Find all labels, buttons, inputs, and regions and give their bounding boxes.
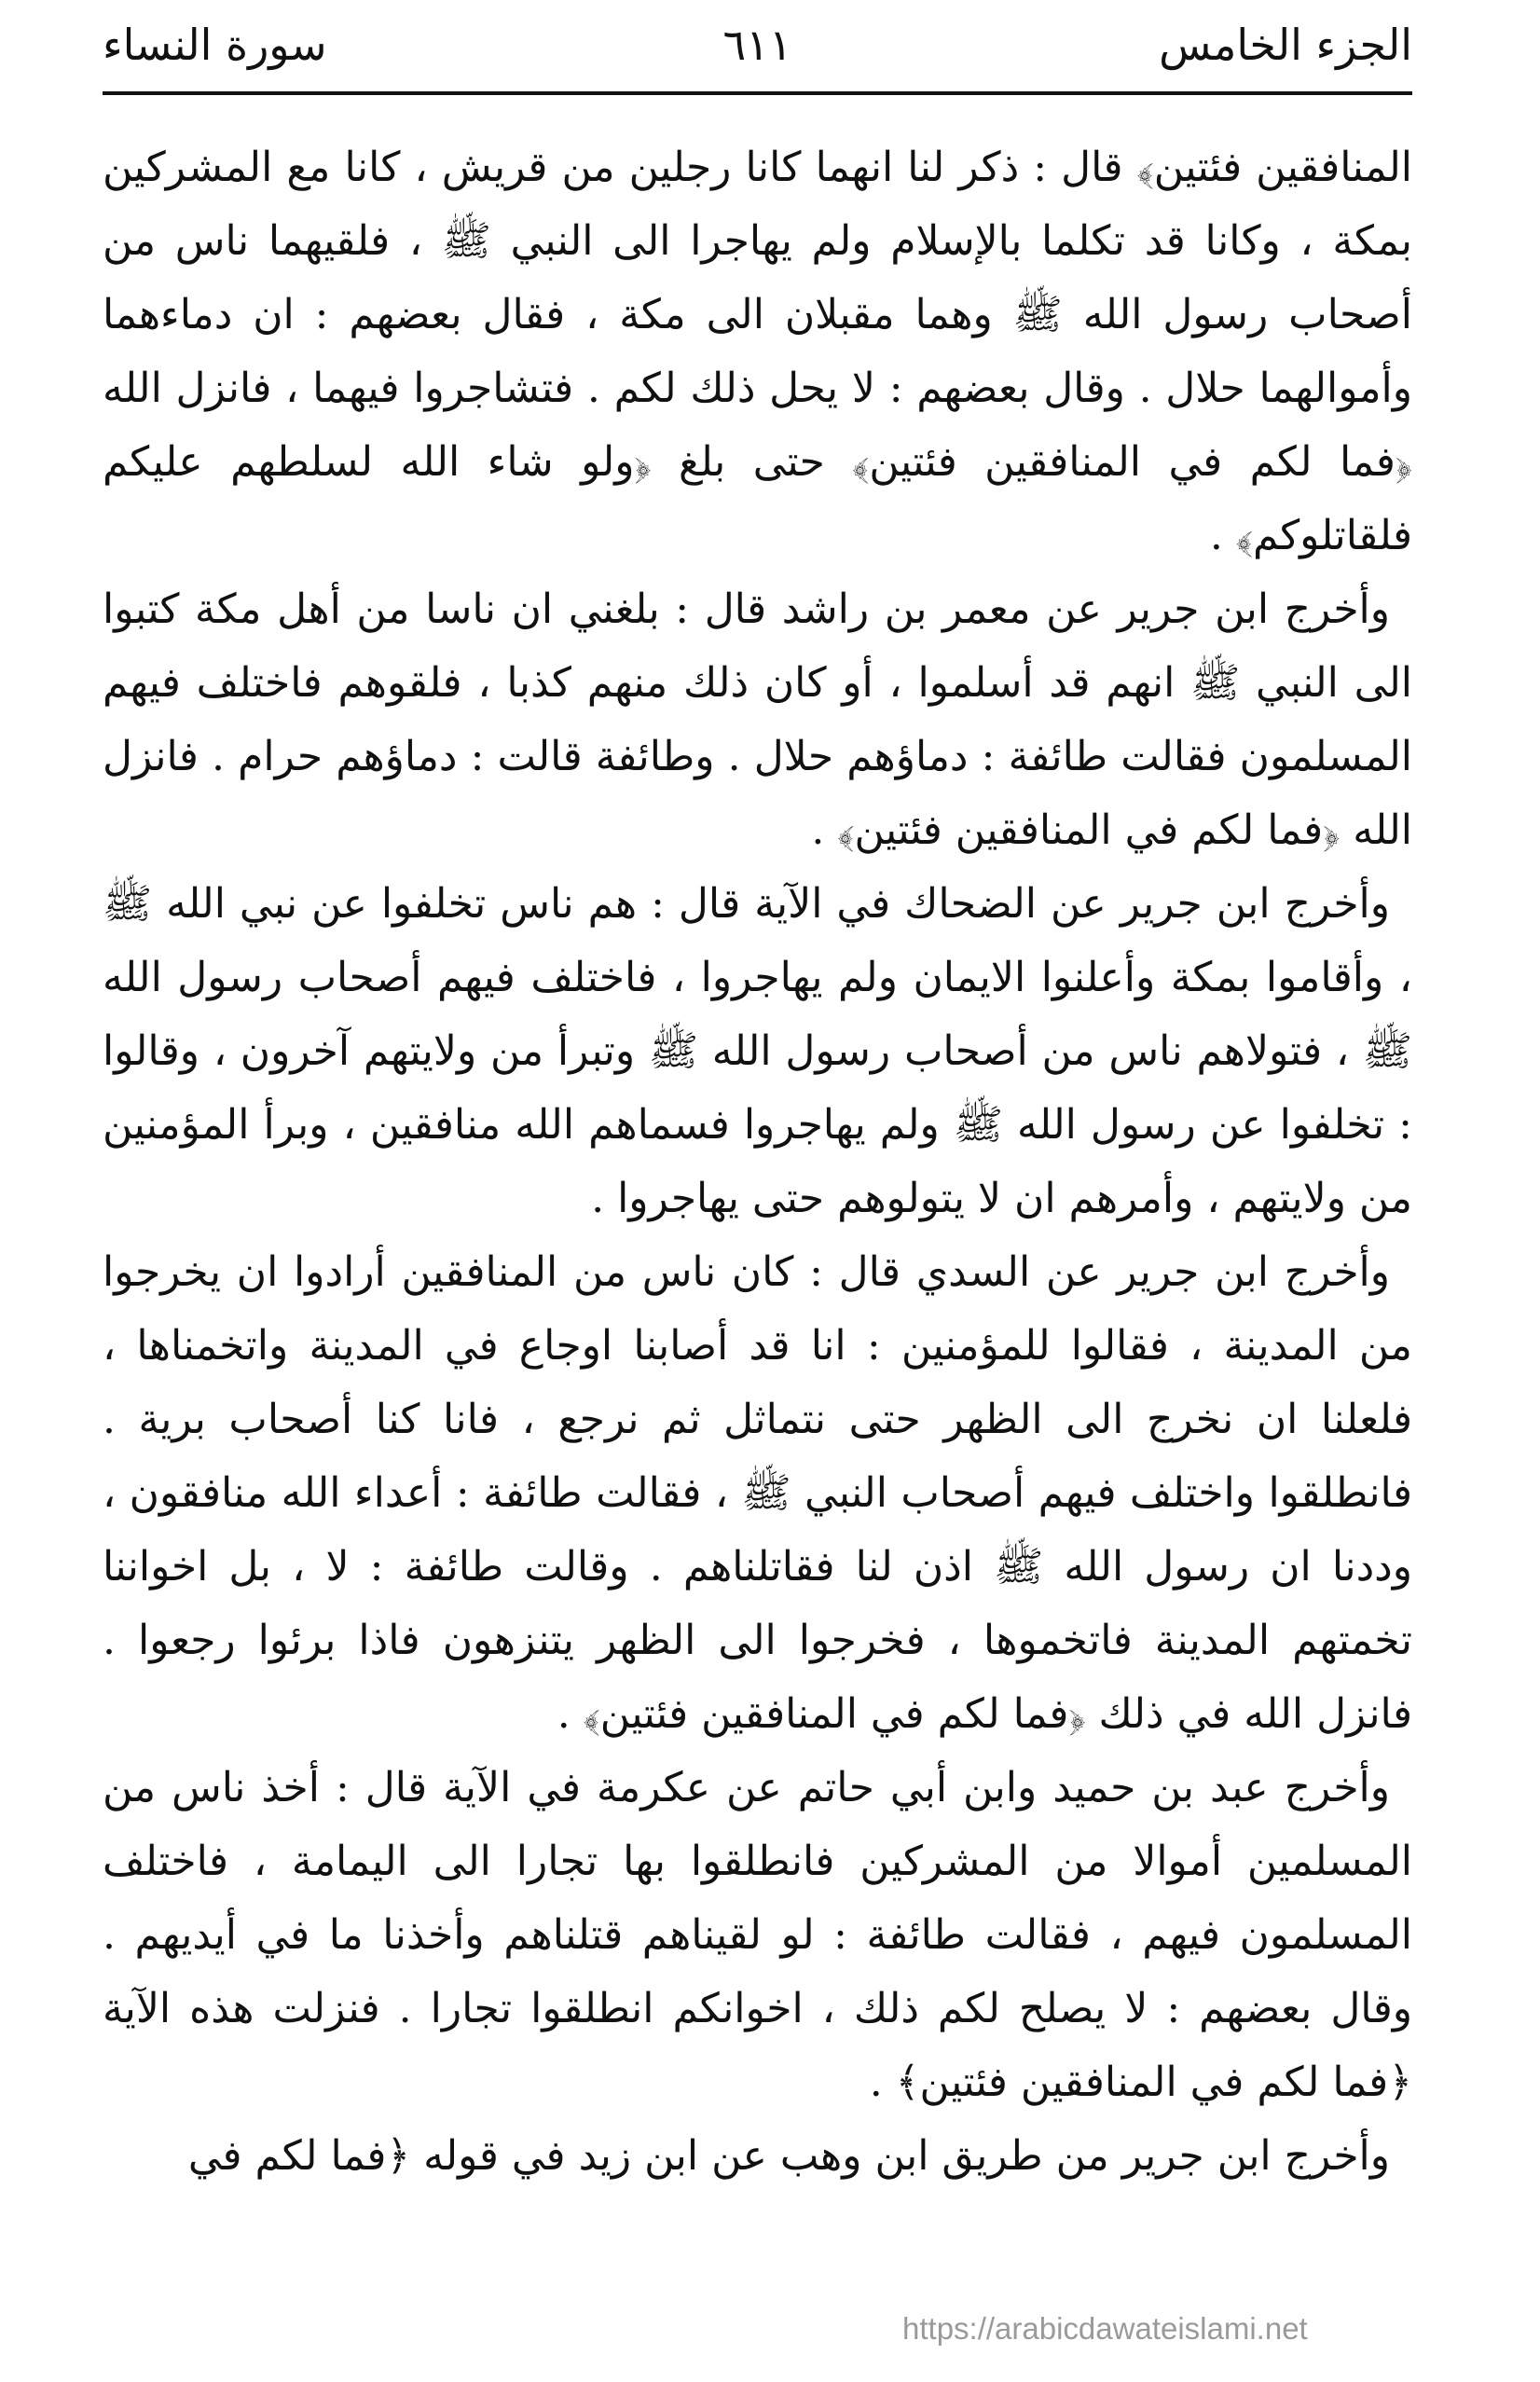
header-rule xyxy=(103,91,1412,95)
body-text xyxy=(103,131,1412,2193)
paragraph: وأخرج عبد بن حميد وابن أبي حاتم عن عكرمة في الآية قال : أخذ ناس من المسلمين أموالا من المشركين فانطلقوا بها تجارا الى اليمامة ، فاختلف المسلمون فيهم ، فقالت طائفة : لو لقيناهم قتلناهم وأخذنا ما في أيديهم . وقال بعضهم : لا يصلح لكم ذلك ، اخوانكم انطلقوا تجارا . فنزلت هذه الآية ﴿فما لكم في المنافقين فئتين﴾ . xyxy=(103,1764,1412,2106)
part-title: الجزء الخامس xyxy=(1159,20,1412,70)
page-header xyxy=(103,7,1412,82)
paragraph: وأخرج ابن جرير عن الضحاك في الآية قال : هم ناس تخلفوا عن نبي الله ﷺ ، وأقاموا بمكة وأعلنوا الايمان ولم يهاجروا ، فاختلف فيهم أصحاب رسول الله ﷺ ، فتولاهم ناس من أصحاب رسول الله ﷺ وتبرأ من ولايتهم آخرون ، وقالوا : تخلفوا عن رسول الله ﷺ ولم يهاجروا فسماهم الله منافقين ، وبرأ المؤمنين من ولايتهم ، وأمرهم ان لا يتولوهم حتى يهاجروا . xyxy=(103,880,1412,1222)
watermark-url: https://arabicdawateislami.net xyxy=(902,2311,1308,2346)
surah-title: سورة النساء xyxy=(103,20,327,70)
paragraph: وأخرج ابن جرير عن السدي قال : كان ناس من المنافقين أرادوا ان يخرجوا من المدينة ، فقالوا للمؤمنين : انا قد أصابنا اوجاع في المدينة واتخمناها ، فلعلنا ان نخرج الى الظهر حتى نتماثل ثم نرجع ، فانا كنا أصحاب برية . فانطلقوا واختلف فيهم أصحاب النبي ﷺ ، فقالت طائفة : أعداء الله منافقون ، وددنا ان رسول الله ﷺ اذن لنا فقاتلناهم . وقالت طائفة : لا ، بل اخواننا تخمتهم المدينة فاتخموها ، فخرجوا الى الظهر يتنزهون فاذا برئوا رجعوا . فانزل الله في ذلك ﴿فما لكم في المنافقين فئتين﴾ . xyxy=(103,1248,1412,1738)
paragraph: وأخرج ابن جرير عن معمر بن راشد قال : بلغني ان ناسا من أهل مكة كتبوا الى النبي ﷺ انهم قد أسلموا ، أو كان ذلك منهم كذبا ، فلقوهم فاختلف فيهم المسلمون فقالت طائفة : دماؤهم حلال . وطائفة قالت : دماؤهم حرام . فانزل الله ﴿فما لكم في المنافقين فئتين﴾ . xyxy=(103,585,1413,854)
paragraph: وأخرج ابن جرير من طريق ابن وهب عن ابن زيد في قوله ﴿فما لكم في xyxy=(187,2132,1390,2180)
paragraph: المنافقين فئتين﴾ قال : ذكر لنا انهما كانا رجلين من قريش ، كانا مع المشركين بمكة ، وكانا قد تكلما بالإسلام ولم يهاجرا الى النبي ﷺ ، فلقيهما ناس من أصحاب رسول الله ﷺ وهما مقبلان الى مكة ، فقال بعضهم : ان دماءهما وأموالهما حلال . وقال بعضهم : لا يحل ذلك لكم . فتشاجروا فيهما ، فانزل الله ﴿فما لكم في المنافقين فئتين﴾ حتى بلغ ﴿ولو شاء الله لسلطهم عليكم فلقاتلوكم﴾ . xyxy=(103,144,1412,559)
page-number: ٦١١ xyxy=(722,20,792,70)
